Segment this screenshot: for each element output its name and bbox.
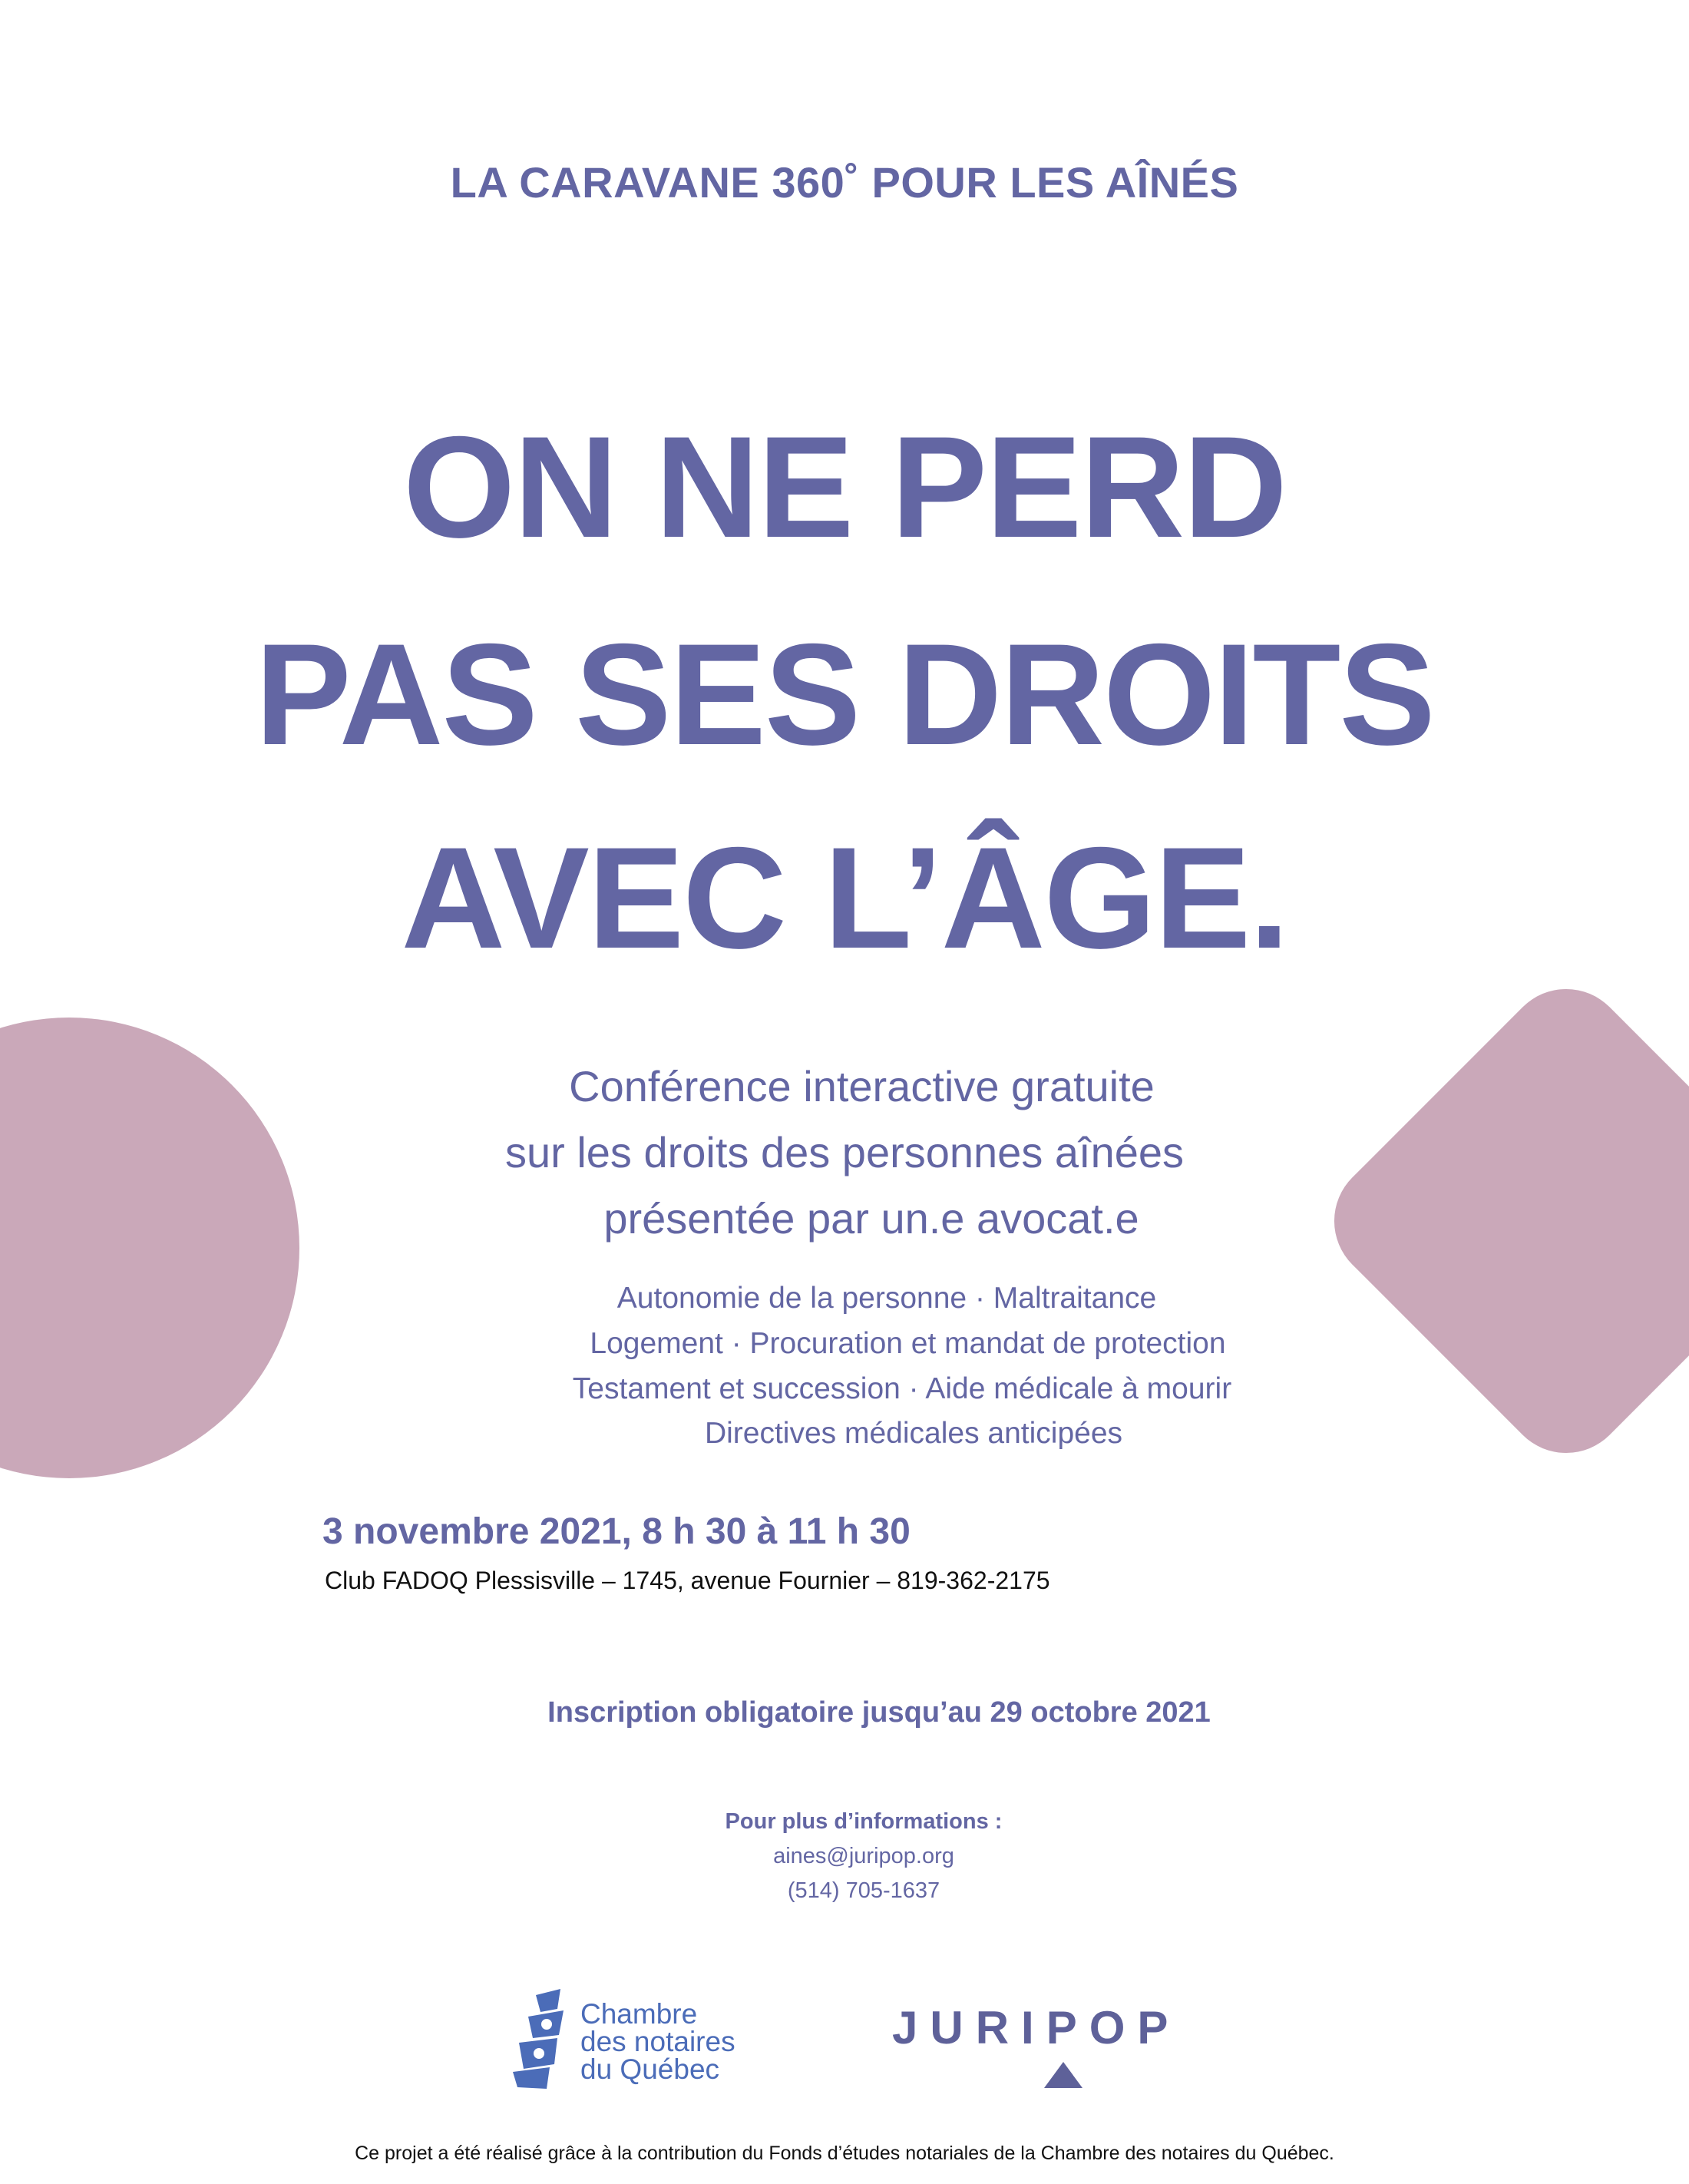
headline-line-2: PAS SES DROITS [255, 614, 1434, 775]
registration-deadline: Inscription obligatoire jusqu’au 29 octobre 2021 [547, 1696, 1211, 1729]
chambre-des-notaires-logo-icon [513, 1989, 574, 2089]
event-date: 3 novembre 2021, 8 h 30 à 11 h 30 [322, 1511, 911, 1552]
juripop-logo-text: JURIPOP [892, 2002, 1181, 2053]
contact-email[interactable]: aines@juripop.org [773, 1844, 954, 1868]
footer-credit: Ce projet a été réalisé grâce à la contribution du Fonds d’études notariales de la Chambre des notaires du Québec. [355, 2143, 1334, 2164]
topic-line: Testament et succession · Aide médicale à mourir [572, 1372, 1232, 1405]
topic-line: Logement · Procuration et mandat de protection [590, 1327, 1226, 1360]
headline-line-3: AVEC L’ÂGE. [401, 817, 1288, 978]
subtitle-line-1: Conférence interactive gratuite [569, 1062, 1155, 1110]
juripop-triangle-icon [1044, 2062, 1082, 2088]
info-title: Pour plus d’informations : [725, 1809, 1003, 1834]
subtitle-line-3: présentée par un.e avocat.e [603, 1194, 1139, 1243]
logo-text-line: Chambre [580, 1998, 698, 2030]
contact-phone: (514) 705-1637 [787, 1878, 940, 1903]
logo-text-line: des notaires [580, 2026, 735, 2057]
headline-line-1: ON NE PERD [403, 406, 1286, 568]
kicker-title: LA CARAVANE 360˚ POUR LES AÎNÉS [450, 158, 1239, 207]
logo-text-line: du Québec [580, 2053, 720, 2085]
chambre-des-notaires-logo-text [580, 2000, 735, 2083]
topic-line: Directives médicales anticipées [704, 1417, 1123, 1450]
subtitle-line-2: sur les droits des personnes aînées [504, 1128, 1185, 1176]
event-location: Club FADOQ Plessisville – 1745, avenue Fournier – 819-362-2175 [325, 1567, 1050, 1594]
topic-line: Autonomie de la personne · Maltraitance [616, 1282, 1157, 1315]
